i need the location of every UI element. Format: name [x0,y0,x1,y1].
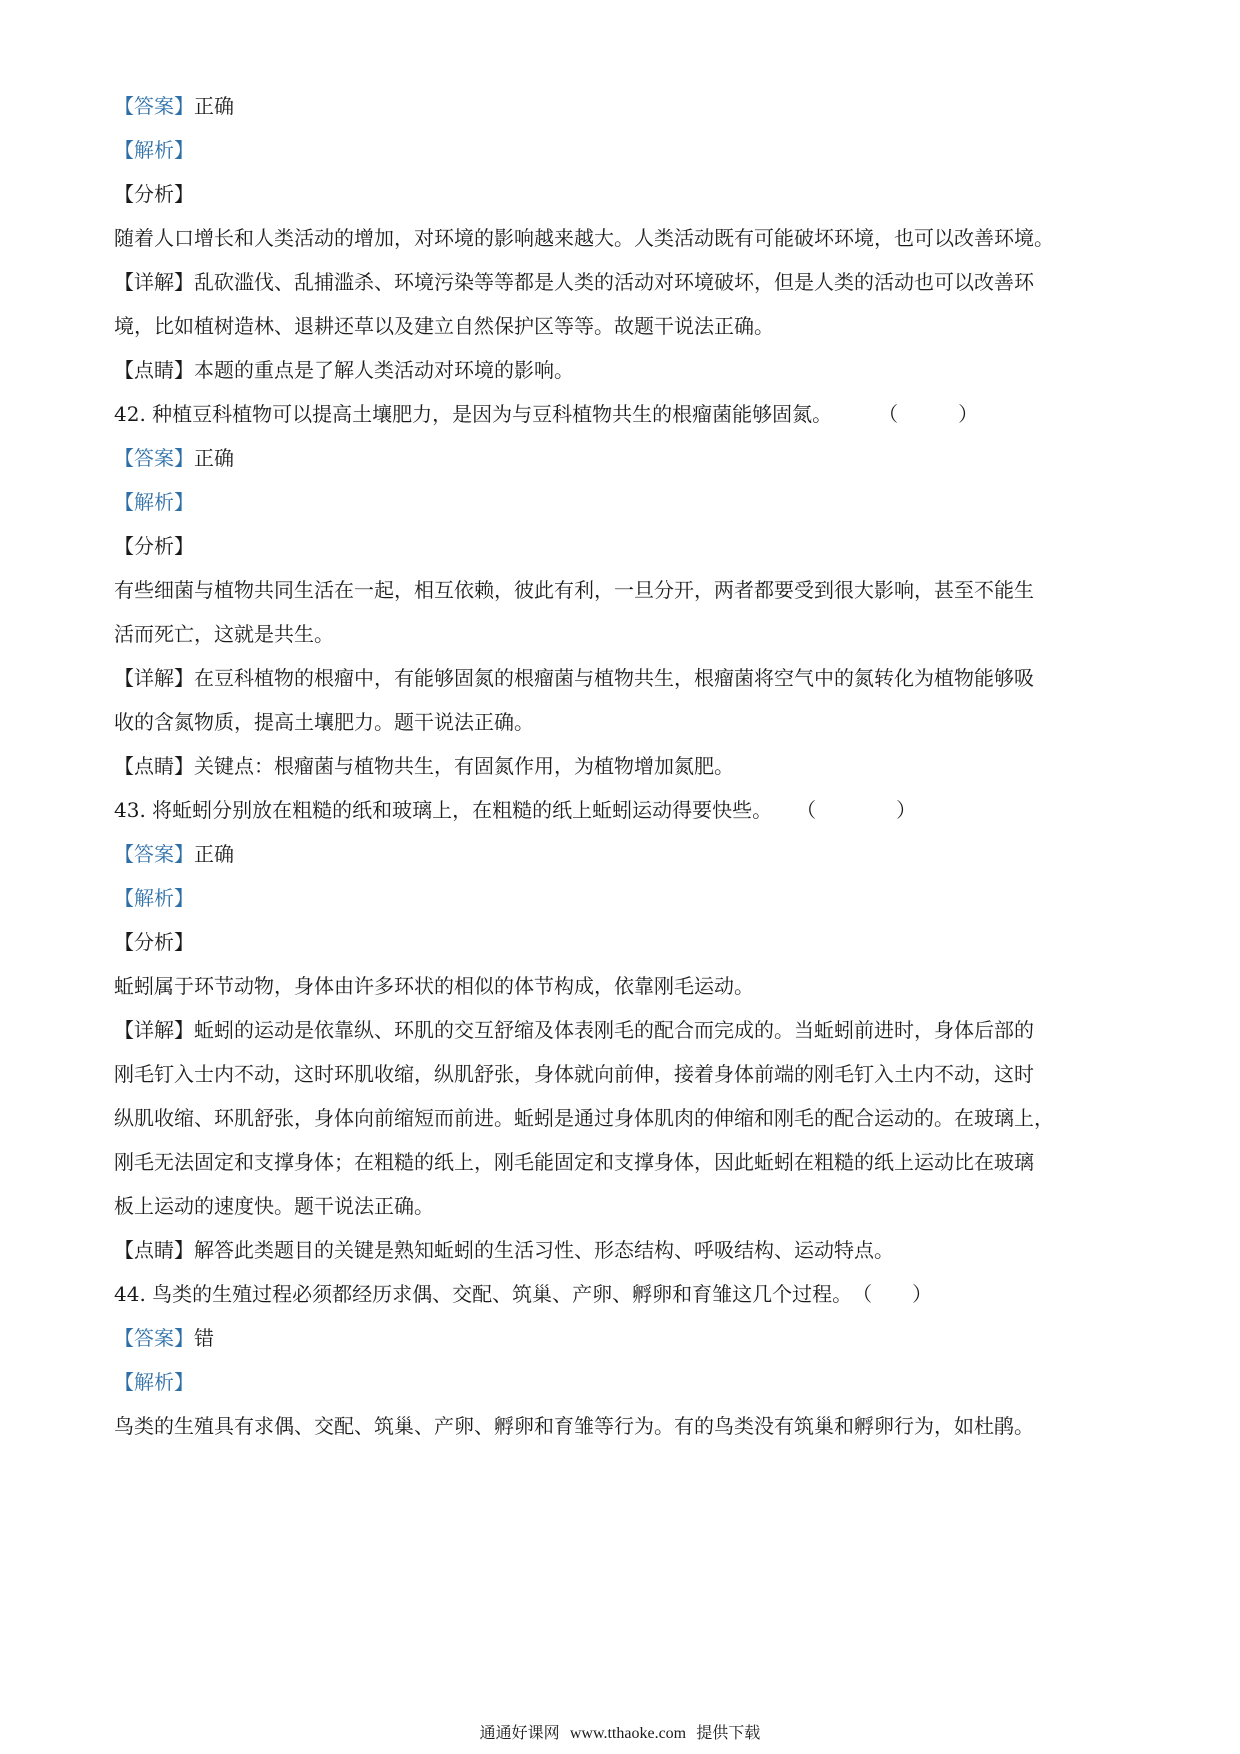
footer-site: 通通好课网 [479,1723,560,1742]
q42-question-line [114,400,1134,428]
footer-suffix: 提供下载 [696,1723,761,1742]
remark-label: 【点睛】 [114,358,194,382]
q44-analysis-label-line [114,1368,1134,1396]
q43-answer: 正确 [194,842,234,866]
q42-breakdown-label-line [114,532,1134,560]
q42-remark-line [114,752,1134,780]
breakdown-label: 【分析】 [114,534,194,558]
q43-remark-text: 解答此类题目的关键是熟知蚯蚓的生活习性、形态结构、呼吸结构、运动特点。 [194,1238,894,1262]
q43-answer-line [114,840,1134,868]
q43-breakdown-text: 蚯蚓属于环节动物，身体由许多环状的相似的体节构成，依靠刚毛运动。 [114,974,754,998]
q42-detail-line-1 [114,664,1134,692]
answer-label: 【答案】 [114,94,194,118]
q42-remark-text: 关键点：根瘤菌与植物共生，有固氮作用，为植物增加氮肥。 [194,754,734,778]
footer-url-link[interactable]: www.tthaoke.com [569,1725,687,1742]
analysis-label: 【解析】 [114,886,194,910]
q44-question: 44. 鸟类的生殖过程必须都经历求偶、交配、筑巢、产卵、孵卵和育雏这几个过程。 [114,1282,853,1306]
q41-analysis-label-line [114,136,1134,164]
q43-detail-line-1 [114,1016,1134,1044]
q41-breakdown-text: 随着人口增长和人类活动的增加，对环境的影响越来越大。人类活动既有可能破坏环境，也可以改善环境。 [114,226,1054,250]
answer-label: 【答案】 [114,446,194,470]
answer-label: 【答案】 [114,1326,194,1350]
analysis-label: 【解析】 [114,490,194,514]
q42-breakdown-line-2: 活而死亡，这就是共生。 [114,622,334,646]
q41-remark-line [114,356,1134,384]
q41-answer-line [114,92,1134,120]
q43-answer-blank: （ ） [796,798,917,822]
q42-analysis-label-line [114,488,1134,516]
q43-detail-line-4: 刚毛无法固定和支撑身体；在粗糙的纸上，刚毛能固定和支撑身体，因此蚯蚓在粗糙的纸上运动比在玻璃 [114,1150,1034,1174]
q43-remark-line [114,1236,1134,1264]
q41-detail-line-2: 境，比如植树造林、退耕还草以及建立自然保护区等等。故题干说法正确。 [114,314,774,338]
remark-label: 【点睛】 [114,754,194,778]
q43-detail-line-5: 板上运动的速度快。题干说法正确。 [114,1194,434,1218]
detail-label: 【详解】 [114,666,194,690]
analysis-label: 【解析】 [114,1370,194,1394]
q43-question-line [114,796,1134,824]
analysis-label: 【解析】 [114,138,194,162]
q44-answer-blank: （ ） [852,1282,933,1306]
q42-question: 42. 种植豆科植物可以提高土壤肥力，是因为与豆科植物共生的根瘤菌能够固氮。 [114,402,833,426]
breakdown-label: 【分析】 [114,930,194,954]
detail-label: 【详解】 [114,1018,194,1042]
q41-breakdown-label-line [114,180,1134,208]
breakdown-label: 【分析】 [114,182,194,206]
detail-label: 【详解】 [114,270,194,294]
page-footer [0,1722,1240,1745]
answer-label: 【答案】 [114,842,194,866]
q41-remark-text: 本题的重点是了解人类活动对环境的影响。 [194,358,574,382]
q43-detail-text-1: 蚯蚓的运动是依靠纵、环肌的交互舒缩及体表刚毛的配合而完成的。当蚯蚓前进时，身体后部的 [194,1018,1034,1042]
q41-detail-line-1 [114,268,1134,296]
q43-analysis-label-line [114,884,1134,912]
q42-breakdown-line-1: 有些细菌与植物共同生活在一起，相互依赖，彼此有利，一旦分开，两者都要受到很大影响，甚至不能生 [114,578,1034,602]
q42-answer-blank: （ ） [878,402,979,426]
remark-label: 【点睛】 [114,1238,194,1262]
q41-detail-text-1: 乱砍滥伐、乱捕滥杀、环境污染等等都是人类的活动对环境破坏，但是人类的活动也可以改善环 [194,270,1034,294]
q41-answer: 正确 [194,94,234,118]
q43-breakdown-label-line [114,928,1134,956]
q42-detail-line-2: 收的含氮物质，提高土壤肥力。题干说法正确。 [114,710,534,734]
q42-answer-line [114,444,1134,472]
q44-answer-line [114,1324,1134,1352]
q44-question-line [114,1280,1134,1308]
q43-detail-line-2: 刚毛钉入士内不动，这时环肌收缩，纵肌舒张，身体就向前伸，接着身体前端的刚毛钉入土内不动，这时 [114,1062,1034,1086]
q44-answer: 错 [194,1326,214,1350]
q42-detail-text-1: 在豆科植物的根瘤中，有能够固氮的根瘤菌与植物共生，根瘤菌将空气中的氮转化为植物能够吸 [194,666,1034,690]
q42-answer: 正确 [194,446,234,470]
q44-analysis-text: 鸟类的生殖具有求偶、交配、筑巢、产卵、孵卵和育雏等行为。有的鸟类没有筑巢和孵卵行为，如杜鹃。 [114,1414,1034,1438]
q43-detail-line-3: 纵肌收缩、环肌舒张，身体向前缩短而前进。蚯蚓是通过身体肌肉的伸缩和刚毛的配合运动的。在玻璃上， [114,1106,1054,1130]
q43-question: 43. 将蚯蚓分别放在粗糙的纸和玻璃上，在粗糙的纸上蚯蚓运动得要快些。 [114,798,773,822]
